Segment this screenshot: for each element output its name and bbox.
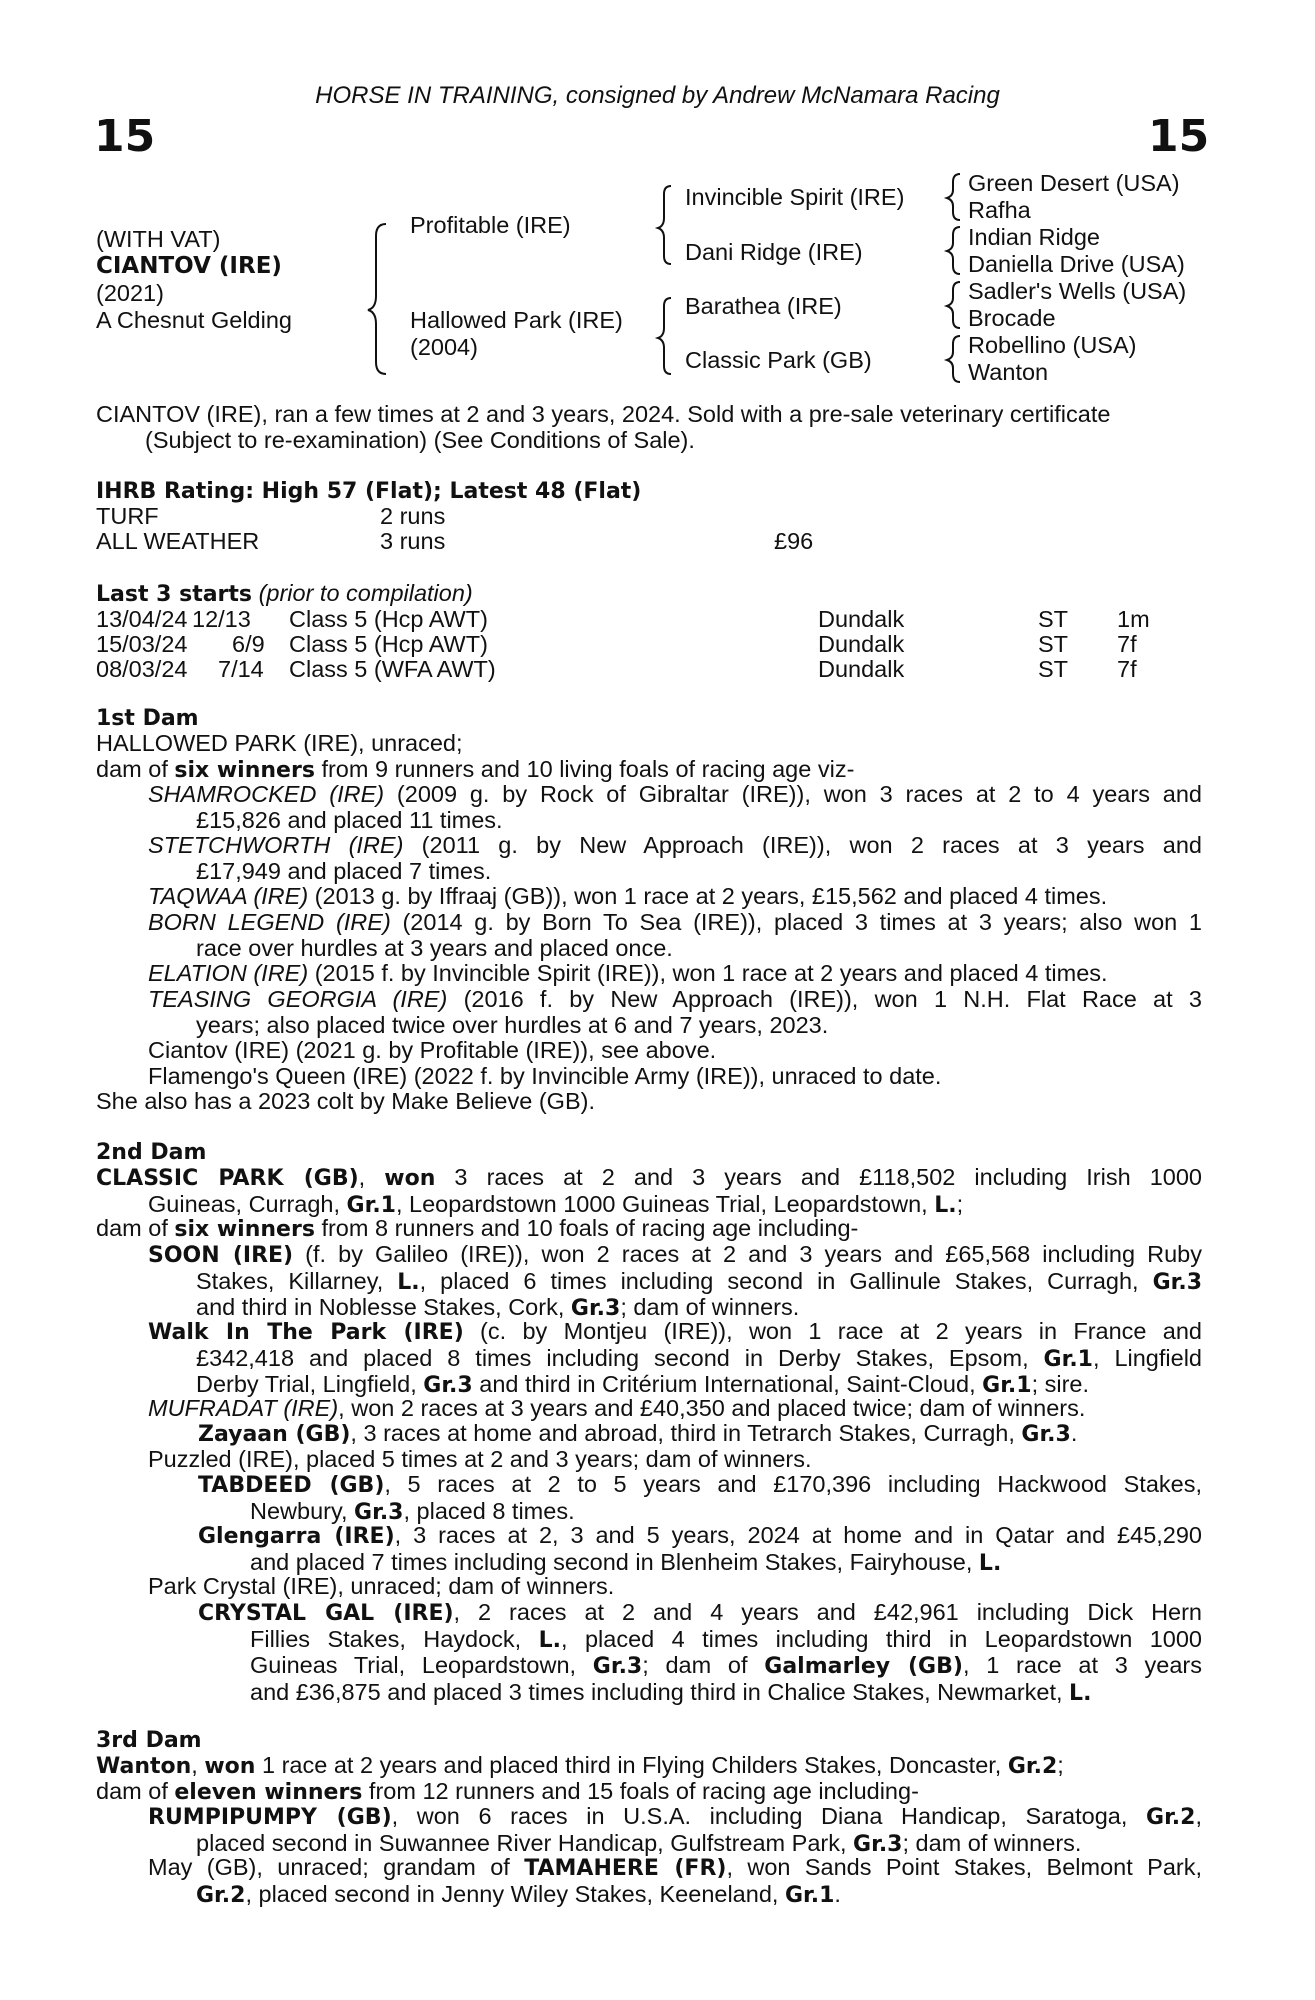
start-going: ST (1038, 656, 1069, 682)
start-distance: 1m (1117, 606, 1150, 632)
ggp-5: Sadler's Wells (USA) (968, 278, 1187, 304)
produce-entry: TAQWAA (IRE) (2013 g. by Iffraaj (GB)), won 1 race at 2 years, £15,562 and placed 4 times. (148, 883, 1108, 909)
first-dam-line: HALLOWED PARK (IRE), unraced; (96, 730, 463, 756)
rating-heading: IHRB Rating: High 57 (Flat); Latest 48 (Flat) (96, 479, 642, 504)
ggp-7: Robellino (USA) (968, 332, 1137, 358)
aw-runs: 3 runs (380, 528, 446, 554)
intro-line-1: CIANTOV (IRE), ran a few times at 2 and 3 years, 2024. Sold with a pre-sale veterinary certificate (96, 401, 1111, 427)
ggp-4: Daniella Drive (USA) (968, 251, 1185, 277)
produce-entry: MUFRADAT (IRE), won 2 races at 3 years and £40,350 and placed twice; dam of winners. (148, 1395, 1086, 1421)
start-date: 08/03/24 (96, 656, 188, 682)
start-date: 13/04/24 (96, 606, 188, 632)
produce-entry: ELATION (IRE) (2015 f. by Invincible Spirit (IRE)), won 1 race at 2 years and placed 4 times. (148, 960, 1108, 986)
first-dam-summary: dam of six winners from 9 runners and 10 living foals of racing age viz- (96, 756, 855, 783)
horse-name: CIANTOV (IRE) (96, 253, 282, 279)
start-race: Class 5 (Hcp AWT) (289, 606, 488, 632)
turf-label: TURF (96, 503, 159, 529)
produce-entry: May (GB), unraced; grandam of TAMAHERE (FR), won Sands Point Stakes, Belmont Park, Gr.2, placed second in Jenny Wiley Stakes, Keeneland, Gr.1. (148, 1854, 1202, 1908)
third-dam-record: Wanton, won 1 race at 2 years and placed third in Flying Childers Stakes, Doncaster, Gr.2; (96, 1752, 1064, 1779)
dam: Hallowed Park (IRE) (410, 307, 623, 333)
start-position: 6/9 (232, 631, 265, 657)
start-course: Dundalk (818, 656, 905, 682)
start-race: Class 5 (WFA AWT) (289, 656, 496, 682)
start-position: 7/14 (218, 656, 264, 682)
sire: Profitable (IRE) (410, 212, 571, 238)
produce-entry: Zayaan (GB), 3 races at home and abroad, third in Tetrarch Stakes, Curragh, Gr.3. (198, 1420, 1078, 1447)
produce-entry: SHAMROCKED (IRE) (2009 g. by Rock of Gibraltar (IRE)), won 3 races at 2 to 4 years and £15,826 and placed 11 times. (148, 781, 1202, 833)
produce-entry: TEASING GEORGIA (IRE) (2016 f. by New Approach (IRE)), won 1 N.H. Flat Race at 3 years; also placed twice over hurdles at 6 and 7 years, 2023. (148, 986, 1202, 1038)
third-dam-summary: dam of eleven winners from 12 runners and 15 foals of racing age including- (96, 1778, 919, 1805)
aw-label: ALL WEATHER (96, 528, 260, 554)
produce-entry: RUMPIPUMPY (GB), won 6 races in U.S.A. including Diana Handicap, Saratoga, Gr.2, placed second in Suwannee River Handicap, Gulfstream Park, Gr.3; dam of winners. (148, 1803, 1202, 1857)
first-dam-footnote: She also has a 2023 colt by Make Believe (GB). (96, 1088, 595, 1114)
vat-note: (WITH VAT) (96, 226, 221, 252)
start-race: Class 5 (Hcp AWT) (289, 631, 488, 657)
aw-prize: £96 (774, 528, 814, 554)
lot-number-right: 15 (1148, 111, 1210, 162)
turf-runs: 2 runs (380, 503, 446, 529)
starts-heading: Last 3 starts (96, 582, 253, 607)
lot-number-left: 15 (94, 111, 156, 162)
starts-note: (prior to compilation) (258, 580, 473, 606)
produce-entry: Glengarra (IRE), 3 races at 2, 3 and 5 years, 2024 at home and in Qatar and £45,290 and placed 7 times including second in Blenheim Stakes, Fairyhouse, L. (198, 1522, 1203, 1576)
third-dam-heading: 3rd Dam (96, 1728, 202, 1753)
first-dam-heading: 1st Dam (96, 706, 199, 731)
horse-year: (2021) (96, 280, 164, 306)
produce-entry: BORN LEGEND (IRE) (2014 g. by Born To Sea (IRE)), placed 3 times at 3 years; also won 1 race over hurdles at 3 years and placed once. (148, 909, 1203, 961)
ggp-8: Wanton (968, 359, 1049, 385)
ggp-3: Indian Ridge (968, 224, 1100, 250)
sire-dam: Dani Ridge (IRE) (685, 239, 863, 265)
horse-description: A Chesnut Gelding (96, 307, 292, 333)
second-dam-heading: 2nd Dam (96, 1140, 207, 1165)
dam-year: (2004) (410, 334, 478, 360)
produce-entry: TABDEED (GB), 5 races at 2 to 5 years and £170,396 including Hackwood Stakes, Newbury, Gr.3, placed 8 times. (198, 1471, 1202, 1525)
intro-line-2: (Subject to re-examination) (See Conditions of Sale). (145, 427, 695, 453)
produce-entry: Walk In The Park (IRE) (c. by Montjeu (IRE)), won 1 race at 2 years in France and £342,418 and placed 8 times including second in Derby Stakes, Epsom, Gr.1, Lingfield Derby Trial, Lingfield, Gr.3 and third in Critérium International, Saint-Cloud, Gr.1; sire. (148, 1318, 1202, 1399)
second-dam-summary: dam of six winners from 8 runners and 10 foals of racing age including- (96, 1215, 859, 1242)
second-dam-record: CLASSIC PARK (GB), won 3 races at 2 and 3 years and £118,502 including Irish 1000 Guineas, Curragh, Gr.1, Leopardstown 1000 Guineas Trial, Leopardstown, L.; (96, 1164, 1202, 1218)
produce-entry: SOON (IRE) (f. by Galileo (IRE)), won 2 races at 2 and 3 years and £65,568 including Ruby Stakes, Killarney, L., placed 6 times including second in Gallinule Stakes, Curragh, Gr.3 and third in Noblesse Stakes, Cork, Gr.3; dam of winners. (148, 1241, 1202, 1322)
start-distance: 7f (1117, 631, 1137, 657)
produce-entry: Park Crystal (IRE), unraced; dam of winners. (148, 1573, 615, 1599)
ggp-2: Rafha (968, 197, 1031, 223)
start-date: 15/03/24 (96, 631, 188, 657)
start-distance: 7f (1117, 656, 1137, 682)
starts-heading-line (96, 581, 473, 608)
produce-entry: Flamengo's Queen (IRE) (2022 f. by Invincible Army (IRE)), unraced to date. (148, 1063, 942, 1089)
ggp-1: Green Desert (USA) (968, 170, 1180, 196)
start-course: Dundalk (818, 606, 905, 632)
start-going: ST (1038, 606, 1069, 632)
produce-entry: CRYSTAL GAL (IRE), 2 races at 2 and 4 years and £42,961 including Dick Hern Fillies Stakes, Haydock, L., placed 4 times including third in Leopardstown 1000 Guineas Trial, Leopardstown, Gr.3; dam of Galmarley (GB), 1 race at 3 years and £36,875 and placed 3 times including third in Chalice Stakes, Newmarket, L. (198, 1599, 1203, 1706)
dam-sire: Barathea (IRE) (685, 293, 842, 319)
start-position: 12/13 (192, 606, 251, 632)
ggp-6: Brocade (968, 305, 1056, 331)
produce-entry: Ciantov (IRE) (2021 g. by Profitable (IRE)), see above. (148, 1037, 717, 1063)
produce-entry: Puzzled (IRE), placed 5 times at 2 and 3 years; dam of winners. (148, 1446, 812, 1472)
start-going: ST (1038, 631, 1069, 657)
catalogue-header: HORSE IN TRAINING, consigned by Andrew McNamara Racing (315, 82, 1000, 109)
dam-dam: Classic Park (GB) (685, 347, 872, 373)
produce-entry: STETCHWORTH (IRE) (2011 g. by New Approach (IRE)), won 2 races at 3 years and £17,949 and placed 7 times. (148, 832, 1203, 884)
start-course: Dundalk (818, 631, 905, 657)
sire-sire: Invincible Spirit (IRE) (685, 184, 905, 210)
